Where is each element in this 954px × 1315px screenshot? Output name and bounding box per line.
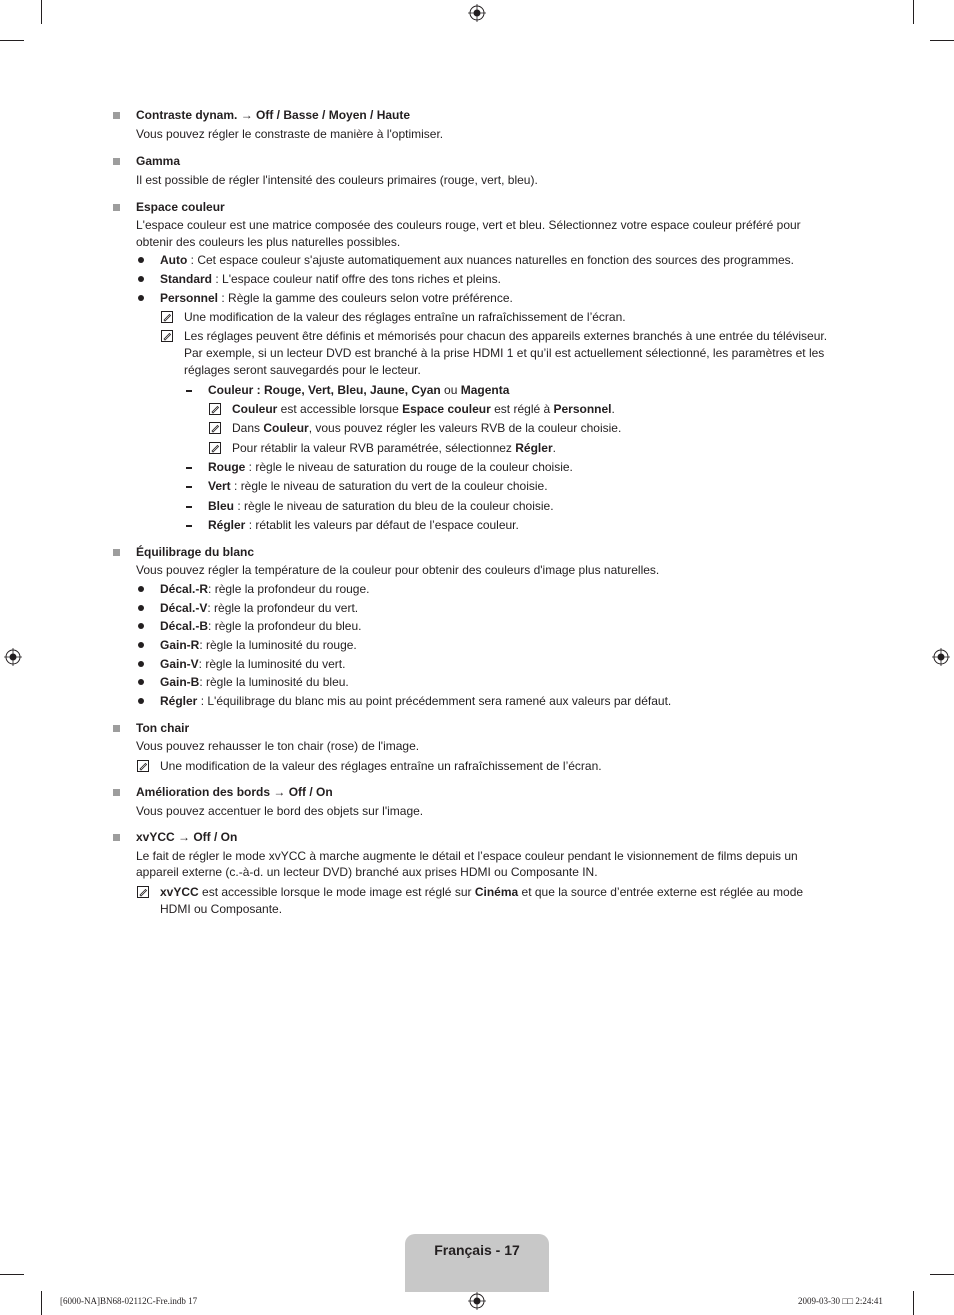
sub-note-text: Dans Couleur, vous pouvez régler les valeurs RVB de la couleur choisie. — [232, 421, 622, 435]
bullet-item: Auto : Cet espace couleur s'ajuste automatiquement aux nuances naturelles en fonction des sources des programmes. — [160, 253, 794, 267]
note-icon — [161, 330, 173, 342]
section-title: xvYCC → Off / On — [136, 830, 238, 844]
crop-mark — [0, 40, 24, 41]
bullet-item: Décal.-B: règle la profondeur du bleu. — [160, 619, 362, 633]
body-text: appareil externe (c.-à-d. un lecteur DVD) branché aux prises HDMI ou Composante IN. — [136, 865, 598, 879]
bullet-item: Standard : L'espace couleur natif offre des tons riches et pleins. — [160, 272, 501, 286]
bullet-item: Gain-B: règle la luminosité du bleu. — [160, 675, 349, 689]
body-text: obtenir des couleurs les plus naturelles possibles. — [136, 235, 401, 249]
note-text: HDMI ou Composante. — [160, 902, 283, 916]
body-text: Vous pouvez régler le constraste de manière à l'optimiser. — [136, 127, 444, 141]
dash-item: Bleu : règle le niveau de saturation du bleu de la couleur choisie. — [208, 499, 554, 513]
crop-mark — [913, 1291, 914, 1315]
bullet-item: Gain-V: règle la luminosité du vert. — [160, 657, 346, 671]
dash-item: Couleur : Rouge, Vert, Bleu, Jaune, Cyan ou Magenta — [208, 383, 510, 397]
body-text: Vous pouvez accentuer le bord des objets sur l'image. — [136, 804, 424, 818]
note-icon — [161, 311, 173, 323]
dash-item: Régler : rétablit les valeurs par défaut de l’espace couleur. — [208, 518, 519, 532]
dash-icon — [186, 486, 192, 488]
note-icon — [209, 403, 221, 415]
body-text: L'espace couleur est une matrice composée des couleurs rouge, vert et bleu. Sélectionnez votre espace couleur préféré pour — [136, 218, 801, 232]
note-icon — [209, 422, 221, 434]
body-text: Il est possible de régler l'intensité des couleurs primaires (rouge, vert, bleu). — [136, 173, 538, 187]
section-square-icon — [113, 725, 120, 732]
bullet-icon — [138, 605, 144, 611]
note-text: réglages seront sauvegardés pour le lecteur. — [184, 363, 421, 377]
bullet-icon — [138, 642, 144, 648]
dash-icon — [186, 506, 192, 508]
dash-icon — [186, 467, 192, 469]
bullet-item: Décal.-R: règle la profondeur du rouge. — [160, 582, 370, 596]
section-square-icon — [113, 789, 120, 796]
bullet-icon — [138, 257, 144, 263]
bullet-icon — [138, 295, 144, 301]
dash-item: Rouge : règle le niveau de saturation du rouge de la couleur choisie. — [208, 460, 573, 474]
section-square-icon — [113, 549, 120, 556]
note-text: Les réglages peuvent être définis et mémorisés pour chacun des appareils externes branchés à une entrée du téléviseur. — [184, 329, 828, 343]
page-number-label: Français - 17 — [434, 1242, 520, 1258]
bullet-icon — [138, 661, 144, 667]
bullet-icon — [138, 276, 144, 282]
crop-mark — [0, 1274, 24, 1275]
bullet-icon — [138, 586, 144, 592]
section-square-icon — [113, 158, 120, 165]
section-title: Équilibrage du blanc — [136, 545, 255, 559]
dash-icon — [186, 390, 192, 392]
note-text: Une modification de la valeur des réglages entraîne un rafraîchissement de l’écran. — [160, 759, 602, 773]
registration-mark-icon — [4, 648, 22, 666]
section-title: Espace couleur — [136, 200, 225, 214]
body-text: Le fait de régler le mode xvYCC à marche augmente le détail et l’espace couleur pendant le visionnement de films depuis un — [136, 849, 798, 863]
bullet-icon — [138, 679, 144, 685]
bullet-item: Personnel : Règle la gamme des couleurs selon votre préférence. — [160, 291, 513, 305]
section-title: Amélioration des bords → Off / On — [136, 785, 333, 799]
note-text: Par exemple, si un lecteur DVD est branché à la prise HDMI 1 et qu’il est actuellement sélectionné, les paramètres et les — [184, 346, 825, 360]
section-square-icon — [113, 204, 120, 211]
bullet-icon — [138, 623, 144, 629]
section-title: Gamma — [136, 154, 181, 168]
crop-mark — [41, 1291, 42, 1315]
note-icon — [209, 442, 221, 454]
body-text: Vous pouvez régler la température de la couleur pour obtenir des couleurs d'image plus naturelles. — [136, 563, 660, 577]
section-square-icon — [113, 112, 120, 119]
registration-mark-icon — [468, 4, 486, 22]
registration-mark-icon — [932, 648, 950, 666]
dash-icon — [186, 525, 192, 527]
sub-note-text: Pour rétablir la valeur RVB paramétrée, sélectionnez Régler. — [232, 441, 556, 455]
note-icon — [137, 886, 149, 898]
bullet-item: Régler : L'équilibrage du blanc mis au point précédemment sera ramené aux valeurs par défaut. — [160, 694, 672, 708]
print-slug-left: [6000-NA]BN68-02112C-Fre.indb 17 — [60, 1296, 198, 1306]
section-square-icon — [113, 834, 120, 841]
note-text: Une modification de la valeur des réglages entraîne un rafraîchissement de l’écran. — [184, 310, 626, 324]
section-title: Ton chair — [136, 721, 190, 735]
bullet-item: Gain-R: règle la luminosité du rouge. — [160, 638, 357, 652]
print-slug-right: 2009-03-30 □□ 2:24:41 — [798, 1296, 883, 1306]
sub-note-text: Couleur est accessible lorsque Espace couleur est réglé à Personnel. — [232, 402, 615, 416]
bullet-item: Décal.-V: règle la profondeur du vert. — [160, 601, 359, 615]
crop-mark — [913, 0, 914, 24]
crop-mark — [930, 1274, 954, 1275]
section-title: Contraste dynam. → Off / Basse / Moyen / Haute — [136, 108, 411, 122]
body-text: Vous pouvez rehausser le ton chair (rose) de l'image. — [136, 739, 420, 753]
note-text: xvYCC est accessible lorsque le mode image est réglé sur Cinéma et que la source d’entrée externe est réglée au mode — [160, 885, 804, 899]
registration-mark-icon — [468, 1292, 486, 1310]
bullet-icon — [138, 698, 144, 704]
crop-mark — [41, 0, 42, 24]
note-icon — [137, 760, 149, 772]
crop-mark — [930, 40, 954, 41]
dash-item: Vert : règle le niveau de saturation du vert de la couleur choisie. — [208, 479, 548, 493]
